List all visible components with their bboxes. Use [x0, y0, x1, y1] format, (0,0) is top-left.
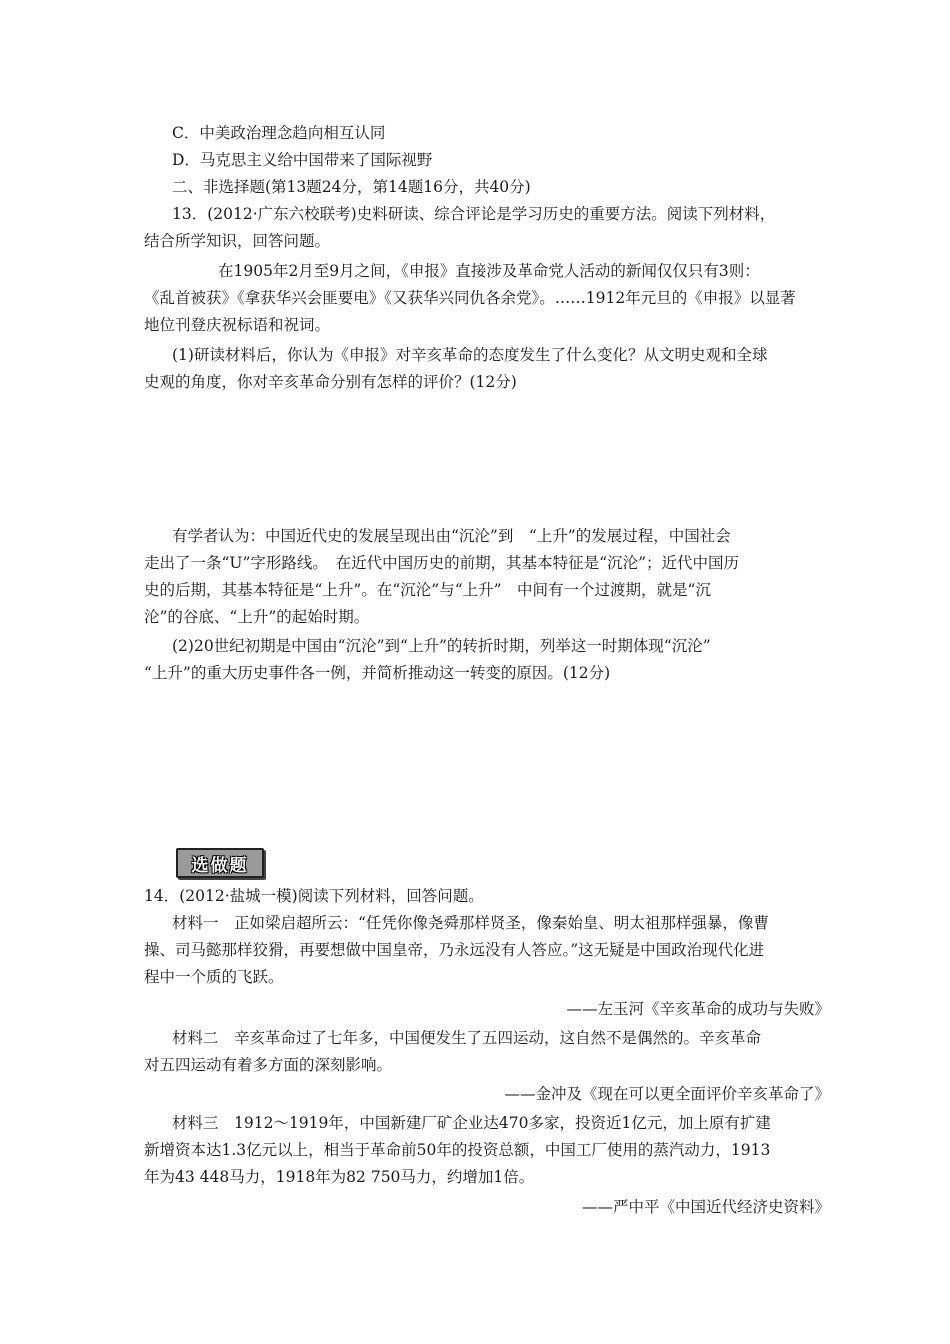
q13-material2-line: 史的后期，其基本特征是“上升”。在“沉沦”与“上升” 中间有一个过渡期，就是“沉: [144, 581, 711, 599]
q13-material-line: 《乱首被获》《拿获华兴会匪要电》《又获华兴同仇各余党》。……1912年元旦的《申报》以显著: [144, 289, 796, 307]
q13-material-line: 地位刊登庆祝标语和祝词。: [144, 316, 331, 334]
q13-material2-line: 走出了一条“U”字形路线。 在近代中国历史的前期，其基本特征是“沉沦”；近代中国历: [144, 554, 740, 572]
option-c: C．中美政治理念趋向相互认同: [172, 124, 386, 142]
section-header: 二、非选择题(第13题24分，第14题16分，共40分): [172, 178, 531, 196]
q13-sub1-line: 史观的角度，你对辛亥革命分别有怎样的评价？(12分): [144, 373, 517, 391]
q13-material2-line: 有学者认为：中国近代史的发展呈现出由“沉沦”到 “上升”的发展过程，中国社会: [172, 527, 731, 545]
elective-badge: 选做题: [176, 848, 264, 878]
q13-sub2-line: (2)20世纪初期是中国由“沉沦”到“上升”的转折时期，列举这一时期体现“沉沦”: [172, 637, 711, 655]
q14-material2-line: 对五四运动有着多方面的深刻影响。: [144, 1056, 393, 1074]
q13-sub2-line: “上升”的重大历史事件各一例，并简析推动这一转变的原因。(12分): [144, 664, 611, 682]
q14-material2-source: ——金冲及《现在可以更全面评价辛亥革命了》: [504, 1085, 830, 1103]
q14-material1-line: 操、司马懿那样狡猾，再要想做中国皇帝，乃永远没有人答应。”这无疑是中国政治现代化进: [144, 941, 765, 959]
q13-stem-line: 13．(2012·广东六校联考)史料研读、综合评论是学习历史的重要方法。阅读下列材料，: [172, 205, 776, 223]
option-d: D．马克思主义给中国带来了国际视野: [172, 151, 433, 169]
q14-material3-line: 新增资本达1.3亿元以上，相当于革命前50年的投资总额，中国工厂使用的蒸汽动力，1913: [144, 1141, 771, 1159]
q14-material1-source: ——左玉河《辛亥革命的成功与失败》: [566, 1000, 830, 1018]
q13-stem-line: 结合所学知识，回答问题。: [144, 232, 331, 250]
q14-material1-line: 材料一 正如梁启超所云：“任凭你像尧舜那样贤圣，像秦始皇、明太祖那样强暴，像曹: [172, 914, 769, 932]
q14-stem: 14．(2012·盐城一模)阅读下列材料，回答问题。: [144, 887, 484, 905]
q14-material1-line: 程中一个质的飞跃。: [144, 968, 284, 986]
q13-material2-line: 沦”的谷底、“上升”的起始时期。: [144, 608, 370, 626]
q14-material3-line: 年为43 448马力，1918年为82 750马力，约增加1倍。: [144, 1168, 535, 1186]
q14-material3-source: ——严中平《中国近代经济史资料》: [581, 1198, 830, 1216]
q13-sub1-line: (1)研读材料后，你认为《申报》对辛亥革命的态度发生了什么变化？从文明史观和全球: [172, 346, 768, 364]
q14-material2-line: 材料二 辛亥革命过了七年多，中国便发生了五四运动，这自然不是偶然的。辛亥革命: [172, 1029, 762, 1047]
q14-material3-line: 材料三 1912～1919年，中国新建厂矿企业达470多家，投资近1亿元，加上原有扩建: [172, 1114, 771, 1132]
q13-material-line: 在1905年2月至9月之间，《申报》直接涉及革命党人活动的新闻仅仅只有3则：: [218, 262, 760, 280]
